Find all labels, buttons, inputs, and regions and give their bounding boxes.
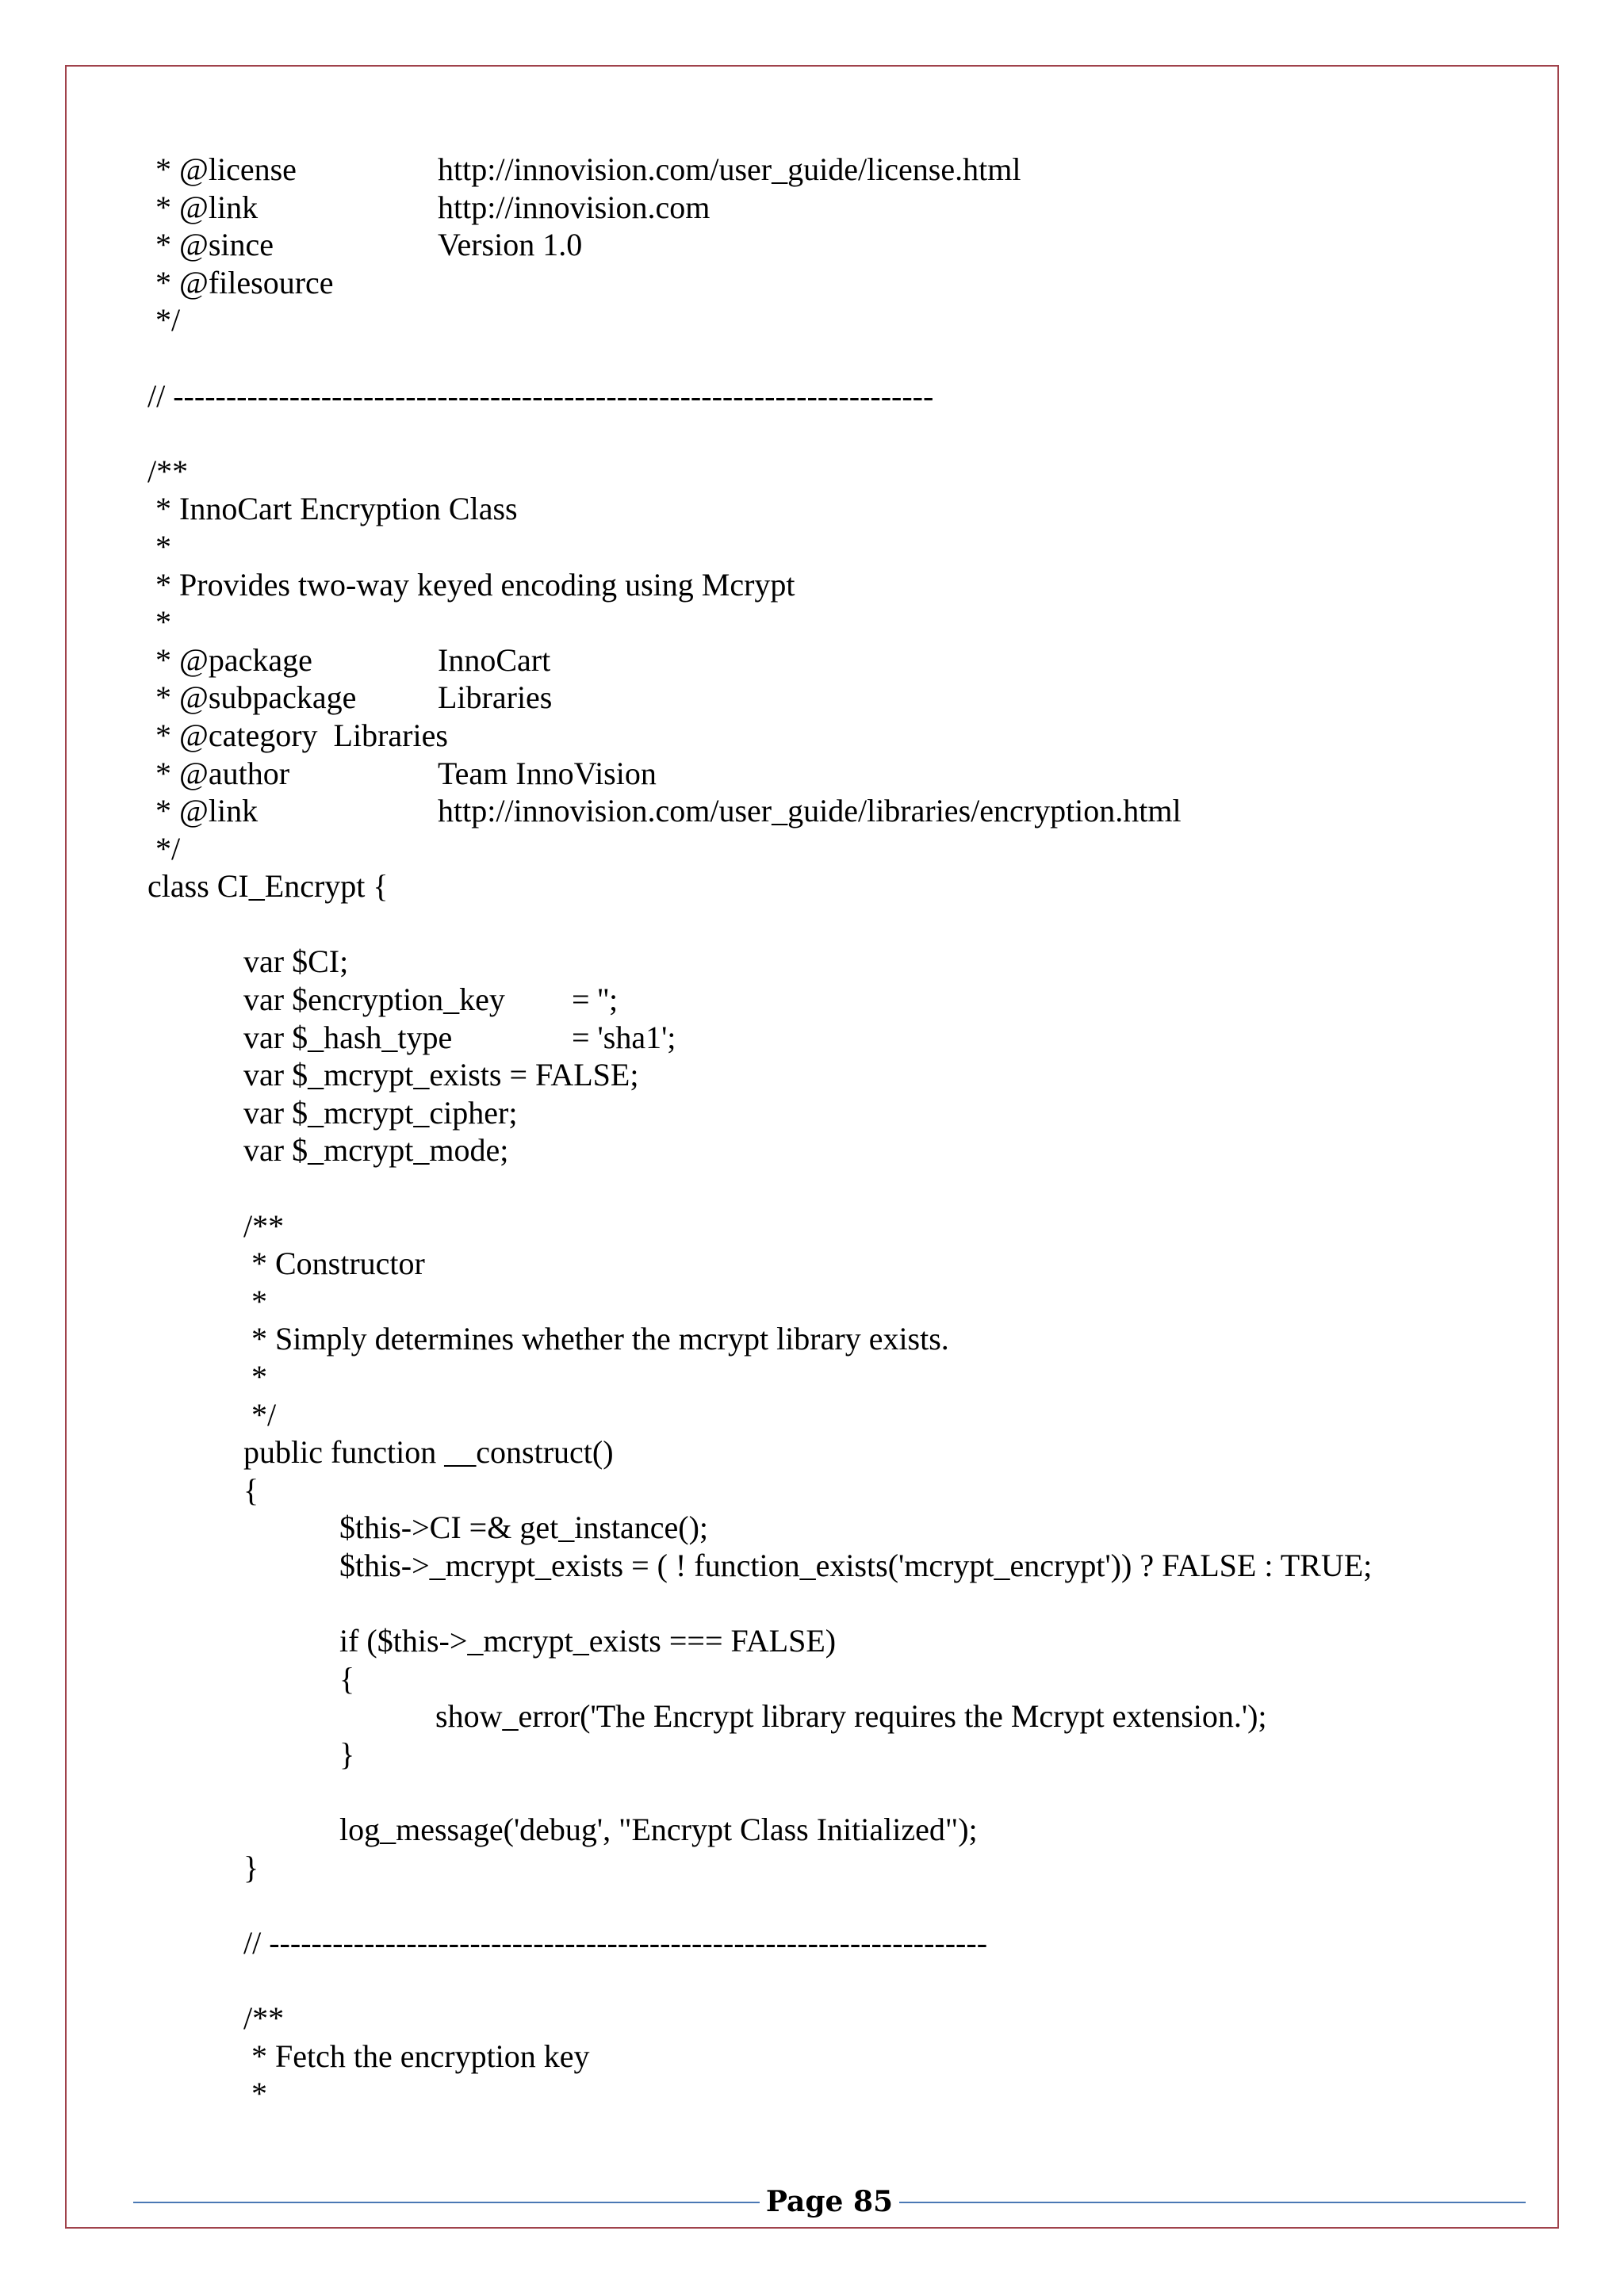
code-value: Team InnoVision xyxy=(438,755,657,791)
code-text: * xyxy=(243,1359,267,1395)
code-line xyxy=(147,1283,1527,1321)
code-line xyxy=(147,1094,1527,1132)
code-text: var $_mcrypt_mode; xyxy=(243,1132,509,1169)
code-line xyxy=(147,1471,1527,1510)
code-text: * @author xyxy=(147,755,290,791)
code-text: // -------------------------------------------------------------------- xyxy=(243,1924,988,1961)
code-value: Libraries xyxy=(438,679,553,716)
code-text: * @category Libraries xyxy=(147,717,448,753)
code-text: * @subpackage xyxy=(147,679,357,716)
code-line xyxy=(147,1169,1527,1207)
code-line xyxy=(147,1849,1527,1887)
code-value: = 'sha1'; xyxy=(572,1019,676,1055)
code-text: * @package xyxy=(147,641,312,678)
code-line xyxy=(147,2075,1527,2113)
code-text: var $_mcrypt_cipher; xyxy=(243,1094,518,1131)
code-text: * Constructor xyxy=(243,1246,425,1282)
code-line xyxy=(147,755,1527,793)
code-line xyxy=(147,1131,1527,1169)
code-text: var $encryption_key xyxy=(243,982,505,1018)
code-line xyxy=(147,264,1527,302)
code-value: Version 1.0 xyxy=(438,227,583,263)
code-text: * @link xyxy=(147,793,259,829)
code-text: */ xyxy=(147,830,181,867)
code-line xyxy=(147,1811,1527,1849)
code-text: } xyxy=(243,1849,259,1885)
code-value: http://innovision.com/user_guide/license.html xyxy=(438,151,1021,187)
code-text: * @license xyxy=(147,151,297,187)
code-text: $this->_mcrypt_exists = ( ! function_exists('mcrypt_encrypt')) ? FALSE : TRUE; xyxy=(339,1547,1373,1583)
code-text: { xyxy=(243,1471,259,1508)
code-line xyxy=(147,453,1527,491)
code-listing xyxy=(147,151,1527,2113)
code-line xyxy=(147,490,1527,528)
code-line xyxy=(147,679,1527,717)
code-line xyxy=(147,528,1527,566)
code-line xyxy=(147,641,1527,679)
code-text: /** xyxy=(243,2000,285,2037)
code-text: $this->CI =& get_instance(); xyxy=(339,1510,709,1546)
page-footer xyxy=(133,2182,1526,2221)
code-line xyxy=(147,830,1527,868)
code-text: * @filesource xyxy=(147,264,334,300)
code-line xyxy=(147,415,1527,453)
footer-rule-left xyxy=(133,2202,760,2203)
code-value: http://innovision.com xyxy=(438,189,710,225)
code-text: * InnoCart Encryption Class xyxy=(147,491,518,527)
code-text: if ($this->_mcrypt_exists === FALSE) xyxy=(339,1623,837,1659)
code-line xyxy=(147,339,1527,377)
code-text: class CI_Encrypt { xyxy=(147,868,389,905)
code-text: * Simply determines whether the mcrypt library exists. xyxy=(243,1321,949,1357)
code-value: = ''; xyxy=(572,982,619,1018)
code-text: * xyxy=(147,528,171,564)
code-line xyxy=(147,1999,1527,2038)
code-text: /** xyxy=(243,1207,285,1244)
code-line xyxy=(147,189,1527,227)
code-line xyxy=(147,1962,1527,2000)
page-number: Page 85 xyxy=(765,2185,894,2218)
code-text: */ xyxy=(243,1396,277,1433)
code-line xyxy=(147,1433,1527,1471)
code-line xyxy=(147,226,1527,264)
code-line xyxy=(147,1358,1527,1396)
code-text: { xyxy=(339,1660,355,1697)
code-line xyxy=(147,1019,1527,1057)
code-line xyxy=(147,1396,1527,1434)
code-line xyxy=(147,717,1527,755)
code-line xyxy=(147,1660,1527,1698)
code-line xyxy=(147,603,1527,641)
code-text: * xyxy=(243,1283,267,1319)
code-line xyxy=(147,1547,1527,1585)
code-text: // ------------------------------------------------------------------------ xyxy=(147,377,934,414)
code-line xyxy=(147,1735,1527,1774)
code-line xyxy=(147,1207,1527,1246)
code-line xyxy=(147,301,1527,339)
code-line xyxy=(147,377,1527,415)
code-text: var $CI; xyxy=(243,943,349,980)
code-line xyxy=(147,2038,1527,2076)
code-text: public function __construct() xyxy=(243,1434,614,1471)
code-line xyxy=(147,1245,1527,1283)
footer-rule-right xyxy=(899,2202,1526,2203)
code-line xyxy=(147,867,1527,905)
code-line xyxy=(147,1697,1527,1735)
code-text: * xyxy=(243,2076,267,2112)
code-line xyxy=(147,566,1527,604)
code-text: */ xyxy=(147,302,181,339)
code-line xyxy=(147,1924,1527,1962)
code-value: http://innovision.com/user_guide/libraries/encryption.html xyxy=(438,793,1182,829)
code-line xyxy=(147,1886,1527,1924)
code-line xyxy=(147,1509,1527,1547)
code-line xyxy=(147,981,1527,1019)
code-line xyxy=(147,151,1527,189)
code-line xyxy=(147,1320,1527,1358)
code-line xyxy=(147,792,1527,830)
code-line xyxy=(147,1622,1527,1660)
code-text: * @link xyxy=(147,189,259,225)
code-line xyxy=(147,943,1527,981)
code-text: * Provides two-way keyed encoding using Mcrypt xyxy=(147,566,795,603)
code-text: show_error('The Encrypt library requires the Mcrypt extension.'); xyxy=(435,1698,1267,1735)
code-text: * @since xyxy=(147,227,274,263)
code-value: InnoCart xyxy=(438,641,551,678)
code-line xyxy=(147,1056,1527,1094)
code-text: var $_hash_type xyxy=(243,1019,453,1055)
code-text: /** xyxy=(147,453,189,489)
code-text: * xyxy=(147,604,171,641)
code-text: var $_mcrypt_exists = FALSE; xyxy=(243,1057,639,1093)
code-text: } xyxy=(339,1735,355,1772)
code-text: * Fetch the encryption key xyxy=(243,2038,590,2074)
code-text: log_message('debug', "Encrypt Class Initialized"); xyxy=(339,1812,978,1848)
code-line xyxy=(147,1585,1527,1623)
code-line xyxy=(147,905,1527,943)
code-line xyxy=(147,1774,1527,1812)
